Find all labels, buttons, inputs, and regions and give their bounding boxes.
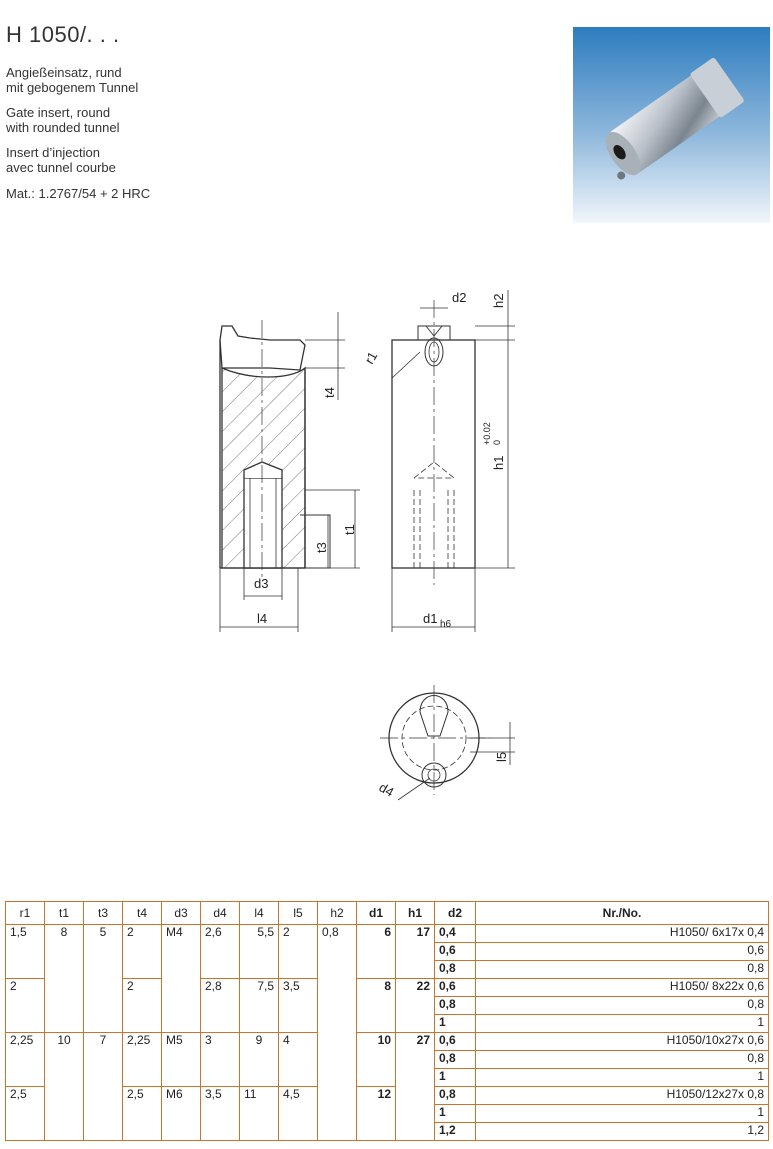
cell-l4: 5,5 [240, 925, 279, 943]
cell-d4: 3 [201, 1033, 240, 1051]
cell-l4: 9 [240, 1033, 279, 1051]
cell-d3: M5 [162, 1033, 201, 1051]
cell-d1: 6 [357, 925, 396, 943]
label-d3: d3 [254, 576, 269, 591]
cell-r1: 2,25 [6, 1033, 45, 1051]
dimension-table [5, 901, 769, 1141]
table-row [6, 925, 769, 943]
cell-d4: 3,5 [201, 1087, 240, 1105]
cell-d1: 10 [357, 1033, 396, 1051]
cell-l4: 11 [240, 1087, 279, 1105]
label-l5: l5 [494, 751, 509, 762]
label-h1-tol-plus: +0.02 [482, 422, 492, 445]
cell-d4: 2,8 [201, 979, 240, 997]
cell-d2: 1 [435, 1069, 476, 1087]
cell-d2: 0,6 [435, 979, 476, 997]
cell-d2: 0,8 [435, 961, 476, 979]
label-h1: h1 [491, 455, 506, 470]
table-row [6, 979, 769, 997]
cell-nr: 1 [476, 1069, 769, 1087]
label-t3: t3 [314, 542, 329, 553]
label-t4: t4 [322, 387, 337, 398]
label-d2: d2 [452, 290, 467, 305]
header-r1: r1 [6, 902, 45, 925]
cell-d1: 12 [357, 1087, 396, 1105]
header-d4: d4 [201, 902, 240, 925]
cell-r1: 1,5 [6, 925, 45, 943]
cell-d2: 1,2 [435, 1123, 476, 1141]
cell-nr: H1050/ 8x22x 0,6 [476, 979, 769, 997]
cell-t3: 5 [84, 925, 123, 943]
header-d3: d3 [162, 902, 201, 925]
table-row [6, 1123, 769, 1141]
description-de-line2: mit gebogenem Tunnel [6, 80, 139, 95]
cell-r1: 2,5 [6, 1087, 45, 1105]
header-d1: d1 [357, 902, 396, 925]
material-spec: Mat.: 1.2767/54 + 2 HRC [6, 186, 151, 201]
table-row [6, 1105, 769, 1123]
header-h1: h1 [396, 902, 435, 925]
cell-d1: 8 [357, 979, 396, 997]
label-t1: t1 [342, 524, 357, 535]
table-row [6, 1087, 769, 1105]
label-r1: r1 [361, 348, 381, 367]
cell-d2: 0,6 [435, 1033, 476, 1051]
cell-r1: 2 [6, 979, 45, 997]
cell-d2: 1 [435, 1105, 476, 1123]
top-view [380, 685, 515, 800]
cell-d2: 0,8 [435, 997, 476, 1015]
cell-d2: 0,4 [435, 925, 476, 943]
label-d1: d1 [423, 611, 438, 626]
label-d1-fit: h6 [440, 619, 452, 630]
header-l4: l4 [240, 902, 279, 925]
label-l4: l4 [257, 611, 268, 626]
description-de-line1: Angießeinsatz, rund [6, 65, 122, 80]
table-row [6, 1033, 769, 1051]
cell-t4: 2,25 [123, 1033, 162, 1051]
cell-d4: 2,6 [201, 925, 240, 943]
cell-nr: 0,8 [476, 961, 769, 979]
cell-d2: 0,6 [435, 943, 476, 961]
header-t4: t4 [123, 902, 162, 925]
header-l5: l5 [279, 902, 318, 925]
description-fr-line2: avec tunnel courbe [6, 160, 116, 175]
section-view [220, 312, 360, 632]
cell-l5: 4,5 [279, 1087, 318, 1105]
cell-nr: H1050/12x27x 0,8 [476, 1087, 769, 1105]
header-h2: h2 [318, 902, 357, 925]
header-d2: d2 [435, 902, 476, 925]
cell-t4: 2 [123, 925, 162, 943]
cell-d2: 0,8 [435, 1051, 476, 1069]
cell-l5: 4 [279, 1033, 318, 1051]
table-row [6, 961, 769, 979]
header-nr: Nr./No. [476, 902, 769, 925]
cell-t4: 2 [123, 979, 162, 997]
description-en-line1: Gate insert, round [6, 105, 111, 120]
page-title: H 1050/. . . [6, 22, 120, 47]
table-row [6, 997, 769, 1015]
cell-h1: 17 [396, 925, 435, 943]
cell-t1: 8 [45, 925, 84, 943]
cell-nr: 0,8 [476, 997, 769, 1015]
cell-nr: 0,8 [476, 1051, 769, 1069]
table-row [6, 1069, 769, 1087]
table-row [6, 1015, 769, 1033]
cell-nr: 0,6 [476, 943, 769, 961]
cell-l5: 3,5 [279, 979, 318, 997]
header-t3: t3 [84, 902, 123, 925]
cell-d2: 0,8 [435, 1087, 476, 1105]
table-row [6, 1051, 769, 1069]
table-header-row [6, 902, 769, 925]
header-t1: t1 [45, 902, 84, 925]
cell-d2: 1 [435, 1015, 476, 1033]
description-fr-line1: Insert d’injection [6, 145, 100, 160]
cell-t4: 2,5 [123, 1087, 162, 1105]
label-d4: d4 [376, 779, 397, 800]
cell-nr: 1 [476, 1015, 769, 1033]
cell-t1: 10 [45, 1033, 84, 1051]
cell-nr: 1 [476, 1105, 769, 1123]
table-row [6, 943, 769, 961]
cell-h1: 22 [396, 979, 435, 997]
cell-l4: 7,5 [240, 979, 279, 997]
cell-d3: M4 [162, 925, 201, 943]
cell-nr: H1050/10x27x 0,6 [476, 1033, 769, 1051]
cell-nr: H1050/ 6x17x 0,4 [476, 925, 769, 943]
label-h2: h2 [491, 293, 506, 308]
cell-d3: M6 [162, 1087, 201, 1105]
cell-nr: 1,2 [476, 1123, 769, 1141]
cell-h1: 27 [396, 1033, 435, 1051]
description-en-line2: with rounded tunnel [6, 120, 120, 135]
cell-t3: 7 [84, 1033, 123, 1051]
cell-h2: 0,8 [318, 925, 357, 943]
label-h1-tol-zero: 0 [492, 439, 502, 445]
cell-l5: 2 [279, 925, 318, 943]
